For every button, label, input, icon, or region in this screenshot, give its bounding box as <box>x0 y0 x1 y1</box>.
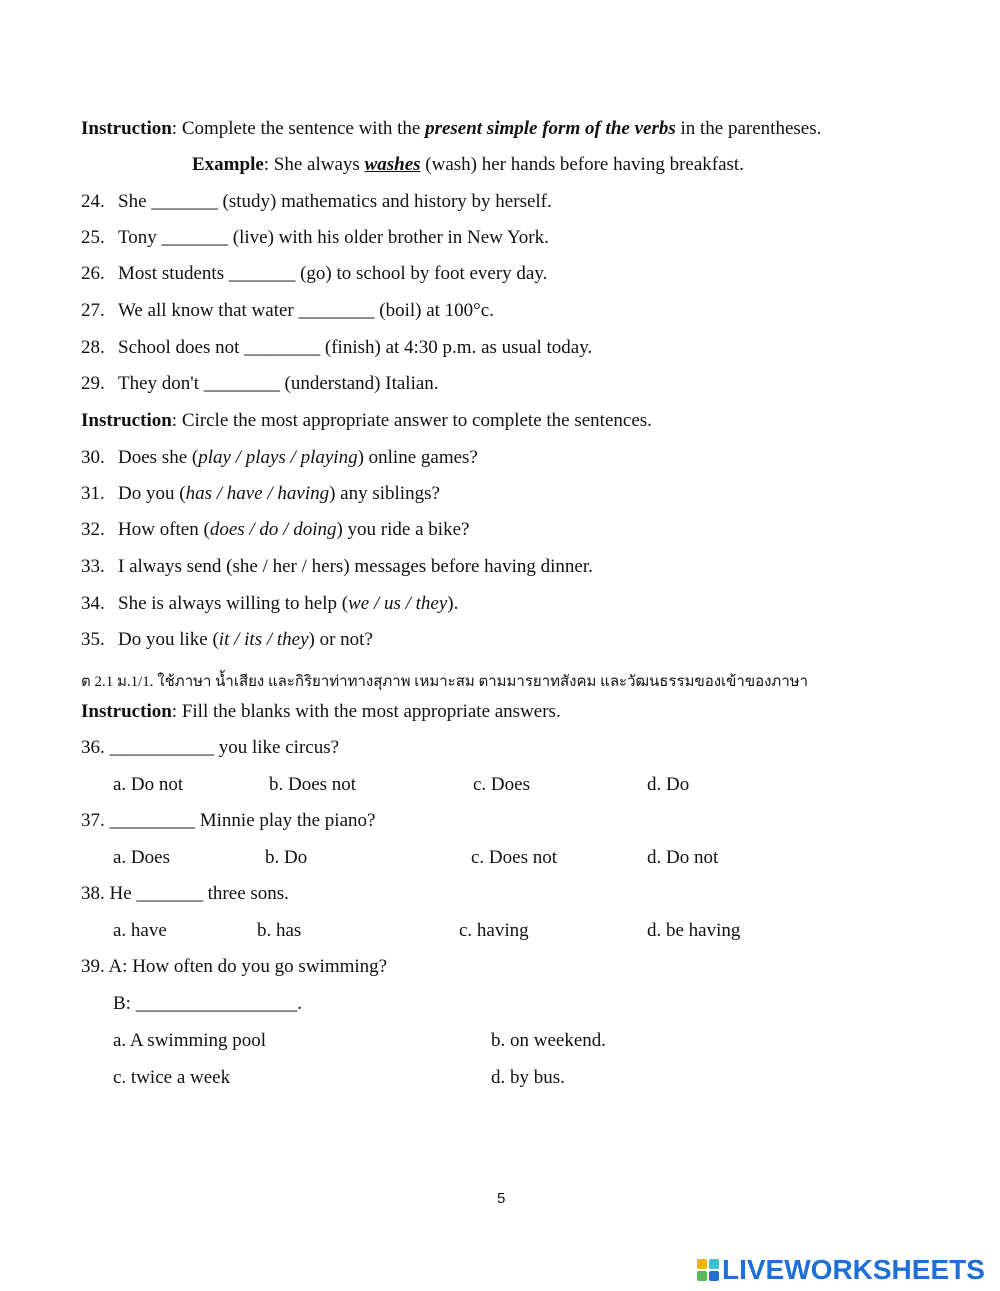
question-26 <box>81 262 547 286</box>
question-text: School does not ________ (finish) at 4:30 p.m. as usual today. <box>118 337 593 358</box>
option-a[interactable]: a. Does <box>113 847 170 868</box>
page-number: 5 <box>497 1190 506 1207</box>
option-b[interactable]: b. Does not <box>269 774 357 795</box>
example-label: Example <box>192 154 264 175</box>
question-number: 25. <box>81 227 105 248</box>
option-d[interactable]: d. be having <box>647 920 741 941</box>
example-text: : She always <box>263 154 365 175</box>
question-number: 33. <box>81 556 105 577</box>
example-line <box>192 153 744 177</box>
option-c[interactable]: c. twice a week <box>113 1067 231 1088</box>
question-text-end: ) you ride a bike? <box>336 519 470 540</box>
option-c[interactable]: c. having <box>459 920 529 941</box>
question-39-response-line[interactable]: B: _________________. <box>113 993 302 1014</box>
question-text: Tony _______ (live) with his older brother in New York. <box>118 227 549 248</box>
question-29 <box>81 372 439 396</box>
logo-square-1 <box>697 1259 707 1269</box>
example-text-end: (wash) her hands before having breakfast. <box>420 154 744 175</box>
question-30 <box>81 446 478 470</box>
answer-choices[interactable]: she / her / hers <box>232 556 344 577</box>
answer-choices[interactable]: play / plays / playing <box>198 447 358 468</box>
question-text-end: ) online games? <box>357 447 478 468</box>
liveworksheets-logo <box>697 1254 985 1286</box>
question-text: We all know that water ________ (boil) at 100°c. <box>118 300 494 321</box>
logo-square-4 <box>709 1271 719 1281</box>
question-34 <box>81 592 458 616</box>
question-number: 32. <box>81 519 105 540</box>
answer-choices[interactable]: does / do / doing <box>209 519 337 540</box>
question-38: 38. He _______ three sons. <box>81 883 289 904</box>
question-number: 29. <box>81 373 105 394</box>
answer-choices[interactable]: it / its / they <box>218 629 309 650</box>
question-number: 28. <box>81 337 105 358</box>
option-b[interactable]: b. has <box>257 920 302 941</box>
question-39: 39. A: How often do you go swimming? <box>81 956 388 977</box>
question-35 <box>81 628 373 652</box>
option-a[interactable]: a. Do not <box>113 774 184 795</box>
question-31 <box>81 482 440 506</box>
question-number: 30. <box>81 447 105 468</box>
question-number: 27. <box>81 300 105 321</box>
question-text-end: ) messages before having dinner. <box>343 556 593 577</box>
question-36: 36. ___________ you like circus? <box>81 737 340 758</box>
option-c[interactable]: c. Does <box>473 774 530 795</box>
question-28 <box>81 336 592 360</box>
instruction-emphasis: present simple form of the verbs <box>425 118 676 139</box>
instruction-1 <box>81 117 821 141</box>
instruction-2 <box>81 409 652 433</box>
answer-choices[interactable]: has / have / having <box>185 483 330 504</box>
option-b[interactable]: b. on weekend. <box>491 1030 607 1051</box>
question-number: 34. <box>81 593 105 614</box>
question-text: Do you ( <box>118 483 186 504</box>
question-24 <box>81 190 552 214</box>
question-text: I always send ( <box>118 556 233 577</box>
question-text-end: ) or not? <box>308 629 373 650</box>
option-c[interactable]: c. Does not <box>471 847 558 868</box>
question-32 <box>81 518 469 542</box>
question-text-end: ) any siblings? <box>329 483 440 504</box>
question-27 <box>81 299 494 323</box>
question-text: Do you like ( <box>118 629 219 650</box>
option-d[interactable]: d. Do <box>647 774 690 795</box>
option-b[interactable]: b. Do <box>265 847 308 868</box>
instruction-label: Instruction <box>81 410 172 431</box>
question-text: She is always willing to help ( <box>118 593 349 614</box>
question-number: 35. <box>81 629 105 650</box>
question-text: They don't ________ (understand) Italian. <box>118 373 439 394</box>
instruction-3 <box>81 700 561 724</box>
answer-choices[interactable]: we / us / they <box>348 593 448 614</box>
question-text: Does she ( <box>118 447 199 468</box>
question-25 <box>81 226 549 250</box>
option-d[interactable]: d. by bus. <box>491 1067 565 1088</box>
option-a[interactable]: a. have <box>113 920 167 941</box>
question-number: 24. <box>81 191 105 212</box>
instruction-label: Instruction <box>81 701 172 722</box>
curriculum-standard: ต 2.1 ม.1/1. ใช้ภาษา น้ำเสียง และกิริยาท่าทางสุภาพ เหมาะสม ตามมารยาทสังคม และวัฒนธรรมของเข้าของภาษา <box>81 674 809 690</box>
logo-square-3 <box>697 1271 707 1281</box>
option-a[interactable]: a. A swimming pool <box>113 1030 267 1051</box>
question-33 <box>81 555 593 579</box>
instruction-label: Instruction <box>81 118 172 139</box>
question-number: 31. <box>81 483 105 504</box>
question-text-end: ). <box>447 593 459 614</box>
instruction-text: : Fill the blanks with the most appropriate answers. <box>171 701 561 722</box>
question-text: How often ( <box>118 519 210 540</box>
question-text: She _______ (study) mathematics and history by herself. <box>118 191 552 212</box>
logo-mark-icon <box>697 1259 719 1281</box>
question-number: 26. <box>81 263 105 284</box>
option-d[interactable]: d. Do not <box>647 847 719 868</box>
instruction-text: : Circle the most appropriate answer to complete the sentences. <box>171 410 652 431</box>
question-37: 37. _________ Minnie play the piano? <box>81 810 376 831</box>
instruction-text: : Complete the sentence with the <box>171 118 426 139</box>
logo-square-2 <box>709 1259 719 1269</box>
example-answer: washes <box>364 154 421 175</box>
instruction-text-end: in the parentheses. <box>675 118 822 139</box>
question-text: Most students _______ (go) to school by foot every day. <box>118 263 548 284</box>
logo-text: LIVEWORKSHEETS <box>722 1254 985 1285</box>
